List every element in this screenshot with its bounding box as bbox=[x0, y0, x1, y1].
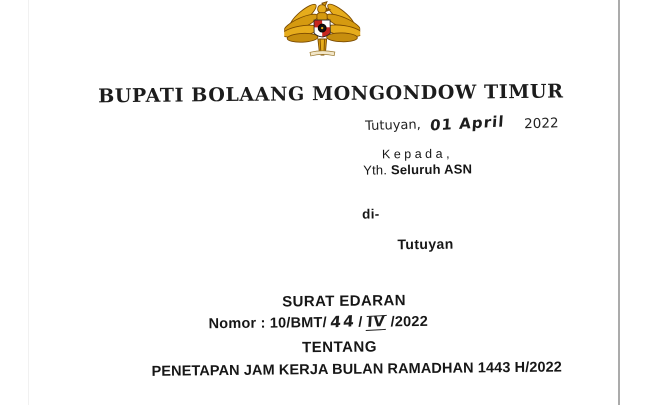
recipient-yth-line bbox=[358, 161, 478, 177]
recipient-yth-prefix: Yth. bbox=[363, 162, 388, 178]
subject-nomor-line bbox=[0, 310, 643, 335]
garuda-pancasila-emblem-icon bbox=[284, 1, 361, 59]
dateline-place: Tutuyan, bbox=[365, 117, 421, 135]
recipient-yth-name: Seluruh ASN bbox=[390, 161, 473, 178]
recipient-kepada: Kepada, bbox=[381, 146, 454, 162]
subject-title: SURAT EDARAN bbox=[282, 292, 406, 311]
nomor-prefix: Nomor : 10/BMT/ bbox=[208, 314, 327, 333]
nomor-handwritten-number: 44 bbox=[329, 312, 357, 332]
nomor-separator: / bbox=[358, 314, 363, 331]
dateline bbox=[365, 114, 558, 134]
recipient-di: di- bbox=[362, 206, 380, 222]
subject-about: PENETAPAN JAM KERJA BULAN RAMADHAN 1443 H/2022 bbox=[151, 359, 563, 380]
dateline-handwritten-date: 01 April bbox=[428, 112, 505, 135]
recipient-block bbox=[357, 146, 477, 177]
nomor-suffix: /2022 bbox=[390, 313, 429, 331]
nomor-handwritten-month: IV bbox=[367, 313, 387, 331]
recipient-city: Tutuyan bbox=[397, 235, 454, 253]
dateline-year: 2022 bbox=[523, 115, 559, 133]
letterhead-title: BUPATI BOLAANG MONGONDOW TIMUR bbox=[98, 80, 564, 108]
subject-tentang: TENTANG bbox=[301, 338, 378, 357]
